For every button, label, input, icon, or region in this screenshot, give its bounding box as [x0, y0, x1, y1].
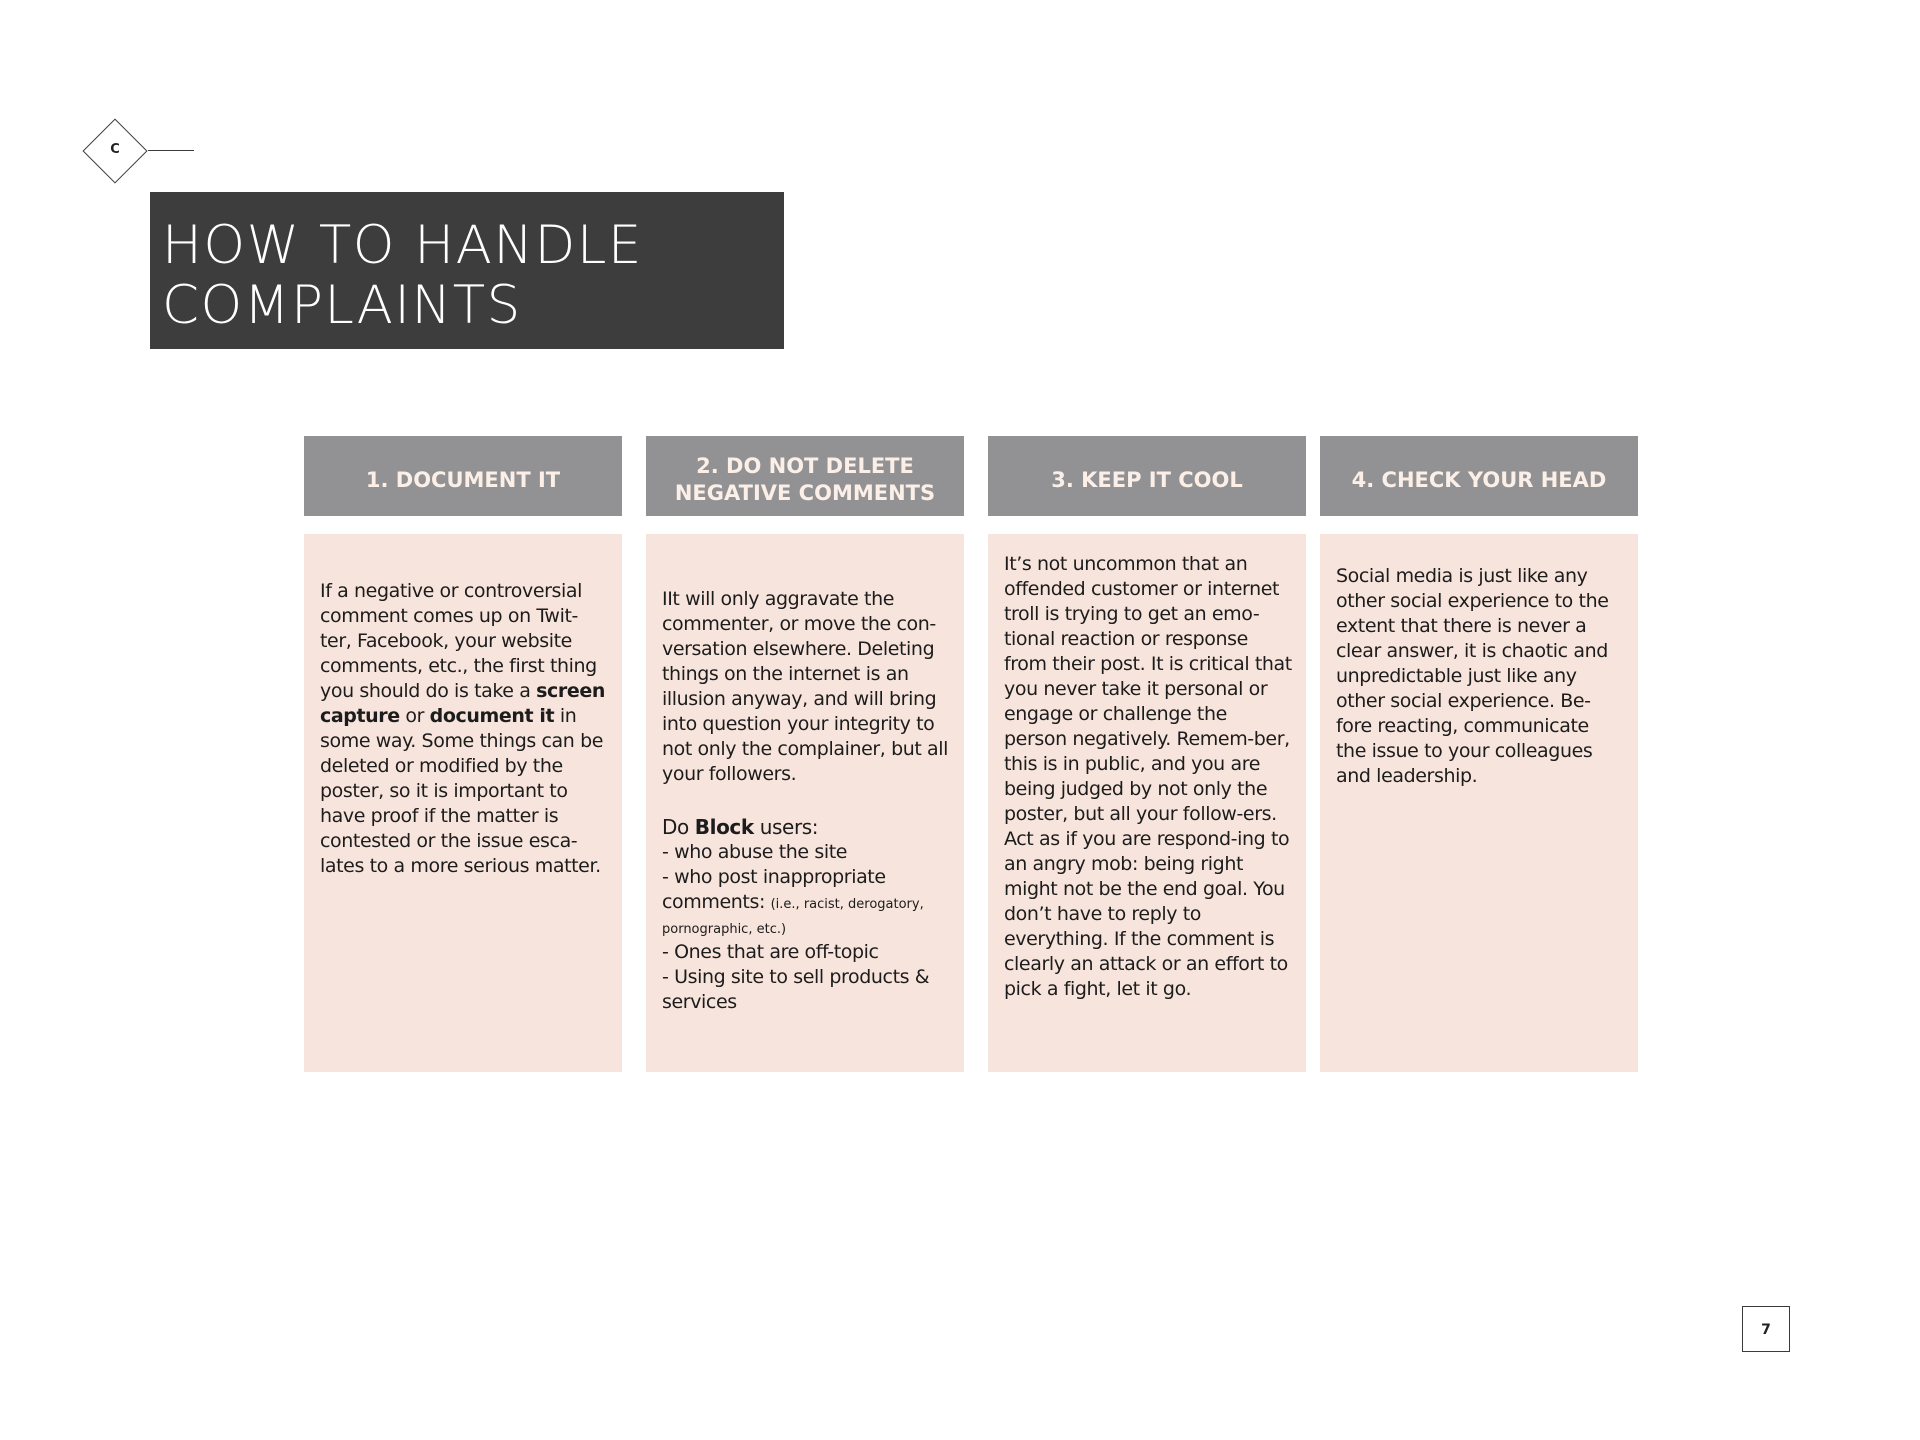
section-marker: [80, 116, 148, 184]
step-3-title: 3. KEEP IT COOL: [1051, 467, 1243, 492]
step-2-block-suffix: users:: [753, 815, 819, 839]
step-2-block-prefix: Do: [662, 815, 695, 839]
step-2-title: [675, 453, 935, 507]
step-1-bold-document-it: document it: [429, 705, 555, 727]
step-1-body: [304, 534, 622, 1072]
page-title: [150, 192, 784, 349]
step-1-text-part-1: If a negative or controversial comment comes up on Twit-ter, Facebook, your website comments, etc., the first thing you should do is take a: [320, 580, 597, 702]
page-number: 7: [1742, 1306, 1790, 1352]
step-2-title-line-1: 2. DO NOT DELETE: [696, 454, 914, 478]
step-2-body: [646, 534, 964, 1072]
step-1-header: [304, 436, 622, 516]
steps-grid: [304, 436, 1636, 1072]
section-divider: [148, 150, 194, 151]
step-3-header: [988, 436, 1306, 516]
step-4-body: [1320, 534, 1638, 1072]
step-1-bold-screen-capture: screen capture: [320, 680, 605, 727]
step-2-list-item-2-text: - who post inappropriate comments:: [662, 866, 886, 913]
step-4-text: Social media is just like any other social experience to the extent that there is never a clear answer, it is chaotic and unpredictable just like any other social experience. Be-fore reacting, communicate the issue to your colleagues and leadership.: [1336, 565, 1609, 787]
step-1-text-part-3: in some way. Some things can be deleted or modified by the poster, so it is important to have proof if the matter is contested or the issue esca-lates to a more serious matter.: [320, 705, 604, 877]
step-2-block-bold: Block: [694, 815, 754, 839]
section-letter: C: [110, 142, 120, 157]
step-2-title-line-2: NEGATIVE COMMENTS: [674, 481, 936, 505]
step-2-block-heading: [662, 815, 950, 840]
step-4-title: 4. CHECK YOUR HEAD: [1351, 467, 1607, 492]
step-2-list-item-2: [662, 865, 950, 940]
step-2-list-item-2-note: (i.e., racist, derogatory, pornographic, etc.): [662, 897, 924, 937]
step-3-text: It’s not uncommon that an offended customer or internet troll is trying to get an emo-tional reaction or response from their post. It is critical that you never take it personal or engage or challenge the person negatively. Remem-ber, this is in public, and you are being judged by not only the poster, but all your follow-ers. Act as if you are respond-ing to an angry mob: being right might not be the end goal. You don’t have to reply to everything. If the comment is clearly an attack or an effort to pick a fight, let it go.: [1004, 553, 1292, 1000]
step-4-header: [1320, 436, 1638, 516]
step-1-text: [320, 579, 608, 879]
step-1-text-part-2: or: [399, 705, 430, 727]
step-2-list-item-1: - who abuse the site: [662, 841, 848, 863]
step-1-title: 1. DOCUMENT IT: [365, 467, 561, 492]
step-2-list-item-3: - Ones that are off-topic: [662, 941, 879, 963]
step-2-list-item-4: - Using site to sell products & services: [662, 966, 930, 1013]
step-2-paragraph: IIt will only aggravate the commenter, or move the con-versation elsewhere. Deleting things on the internet is an illusion anyway, and will bring into question your integrity to not only the complainer, but all your followers.: [662, 588, 949, 785]
page-title-line-2: COMPLAINTS: [162, 275, 522, 336]
step-3-body: [988, 534, 1306, 1072]
step-2-header: [646, 436, 964, 516]
page-title-line-1: HOW TO HANDLE: [162, 215, 643, 276]
